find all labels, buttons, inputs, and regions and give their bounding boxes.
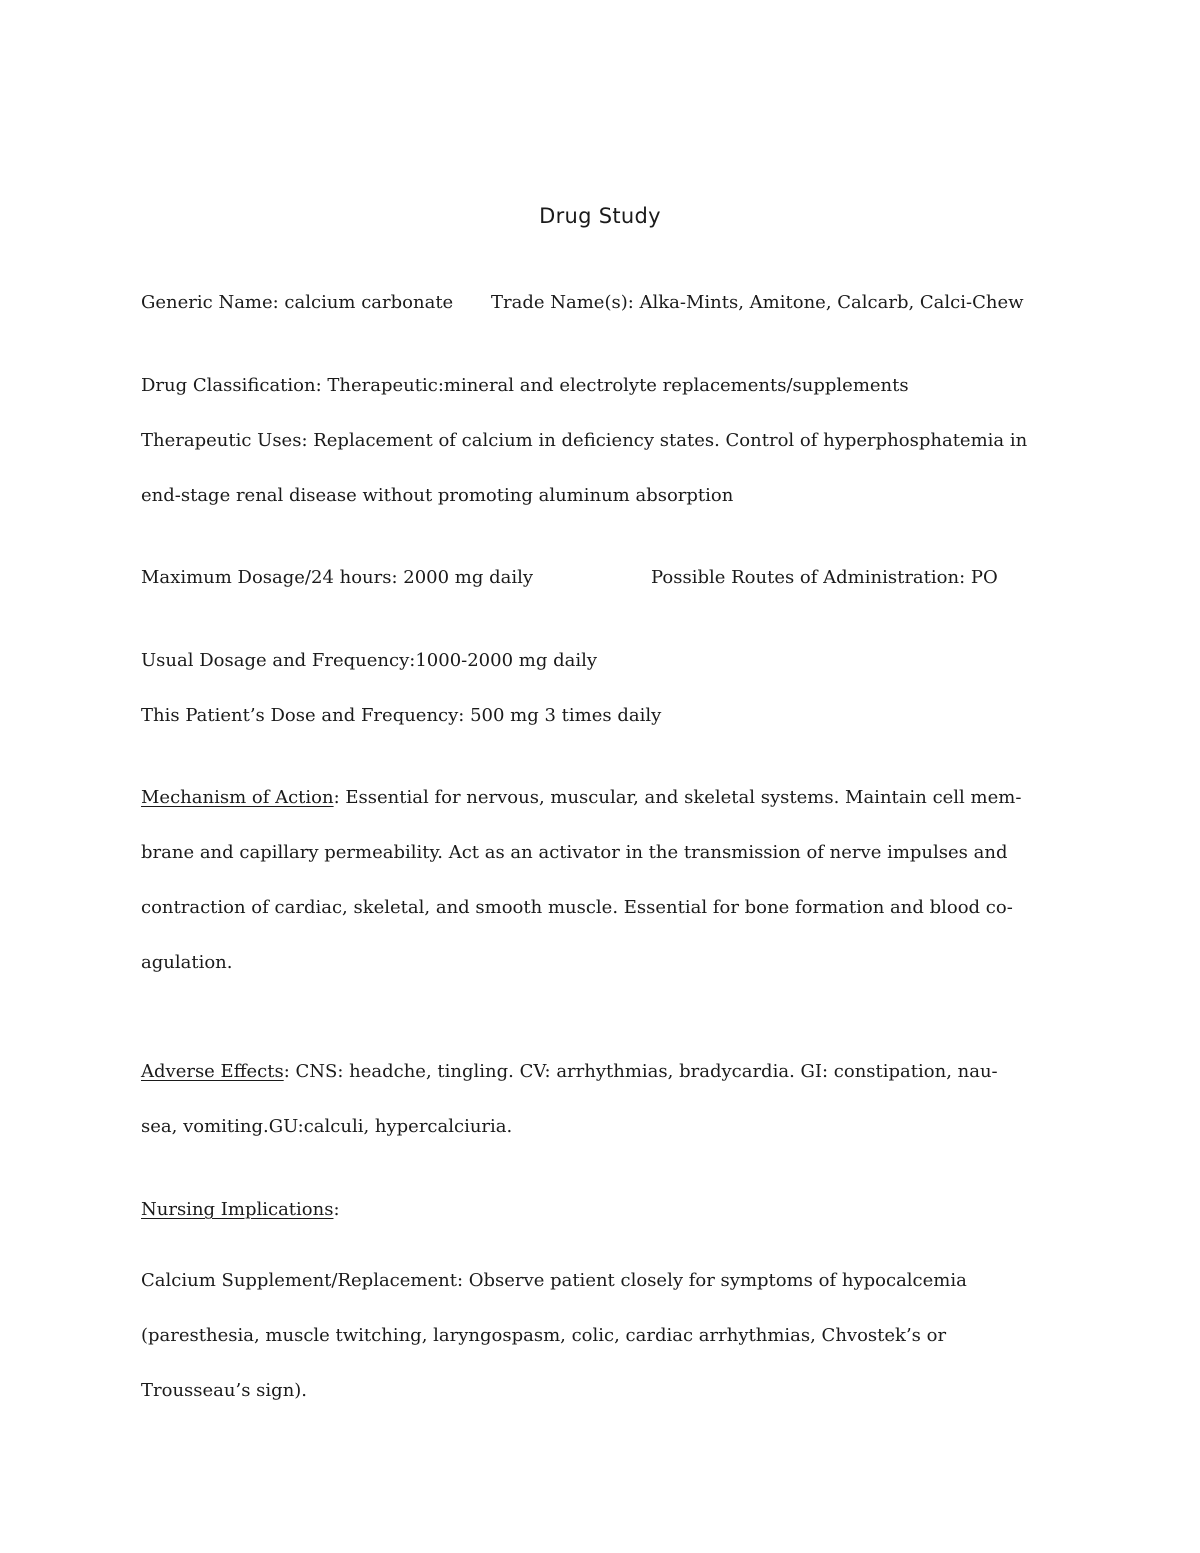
generic-name: Generic Name: calcium carbonate xyxy=(141,292,454,313)
nursing-heading-line xyxy=(141,1198,340,1222)
adverse-heading: Adverse Effects xyxy=(141,1061,284,1082)
mechanism-line-1 xyxy=(141,786,1021,810)
mechanism-text-start: : Essential for nervous, muscular, and skeletal systems. Maintain cell mem- xyxy=(333,787,1022,808)
routes-of-administration: Possible Routes of Administration: PO xyxy=(651,567,998,588)
nursing-heading-colon: : xyxy=(333,1199,340,1220)
therapeutic-uses-line-1: Therapeutic Uses: Replacement of calcium in deficiency states. Control of hyperphosphatemia in xyxy=(141,430,1028,451)
adverse-line-1 xyxy=(141,1060,998,1084)
nursing-line-2: (paresthesia, muscle twitching, laryngospasm, colic, cardiac arrhythmias, Chvostek’s or xyxy=(141,1325,947,1346)
nursing-line-1: Calcium Supplement/Replacement: Observe patient closely for symptoms of hypocalcemia xyxy=(141,1270,967,1291)
nursing-line-3: Trousseau’s sign). xyxy=(141,1380,308,1401)
mechanism-line-4: agulation. xyxy=(141,952,233,973)
nursing-heading: Nursing Implications xyxy=(141,1199,334,1220)
mechanism-heading: Mechanism of Action xyxy=(141,787,334,808)
usual-dosage: Usual Dosage and Frequency:1000-2000 mg daily xyxy=(141,650,598,671)
patient-dose: This Patient’s Dose and Frequency: 500 mg 3 times daily xyxy=(141,705,662,726)
therapeutic-uses-line-2: end-stage renal disease without promoting aluminum absorption xyxy=(141,485,734,506)
adverse-line-2: sea, vomiting.GU:calculi, hypercalciuria. xyxy=(141,1116,513,1137)
drug-classification: Drug Classification: Therapeutic:mineral and electrolyte replacements/supplements xyxy=(141,375,909,396)
adverse-text-start: : CNS: headche, tingling. CV: arrhythmias, bradycardia. GI: constipation, nau- xyxy=(283,1061,998,1082)
mechanism-line-3: contraction of cardiac, skeletal, and smooth muscle. Essential for bone formation and blood co- xyxy=(141,897,1013,918)
trade-names: Trade Name(s): Alka-Mints, Amitone, Calcarb, Calci-Chew xyxy=(491,292,1024,313)
mechanism-line-2: brane and capillary permeability. Act as an activator in the transmission of nerve impulses and xyxy=(141,842,1008,863)
document-title: Drug Study xyxy=(539,204,661,228)
maximum-dosage: Maximum Dosage/24 hours: 2000 mg daily xyxy=(141,567,534,588)
